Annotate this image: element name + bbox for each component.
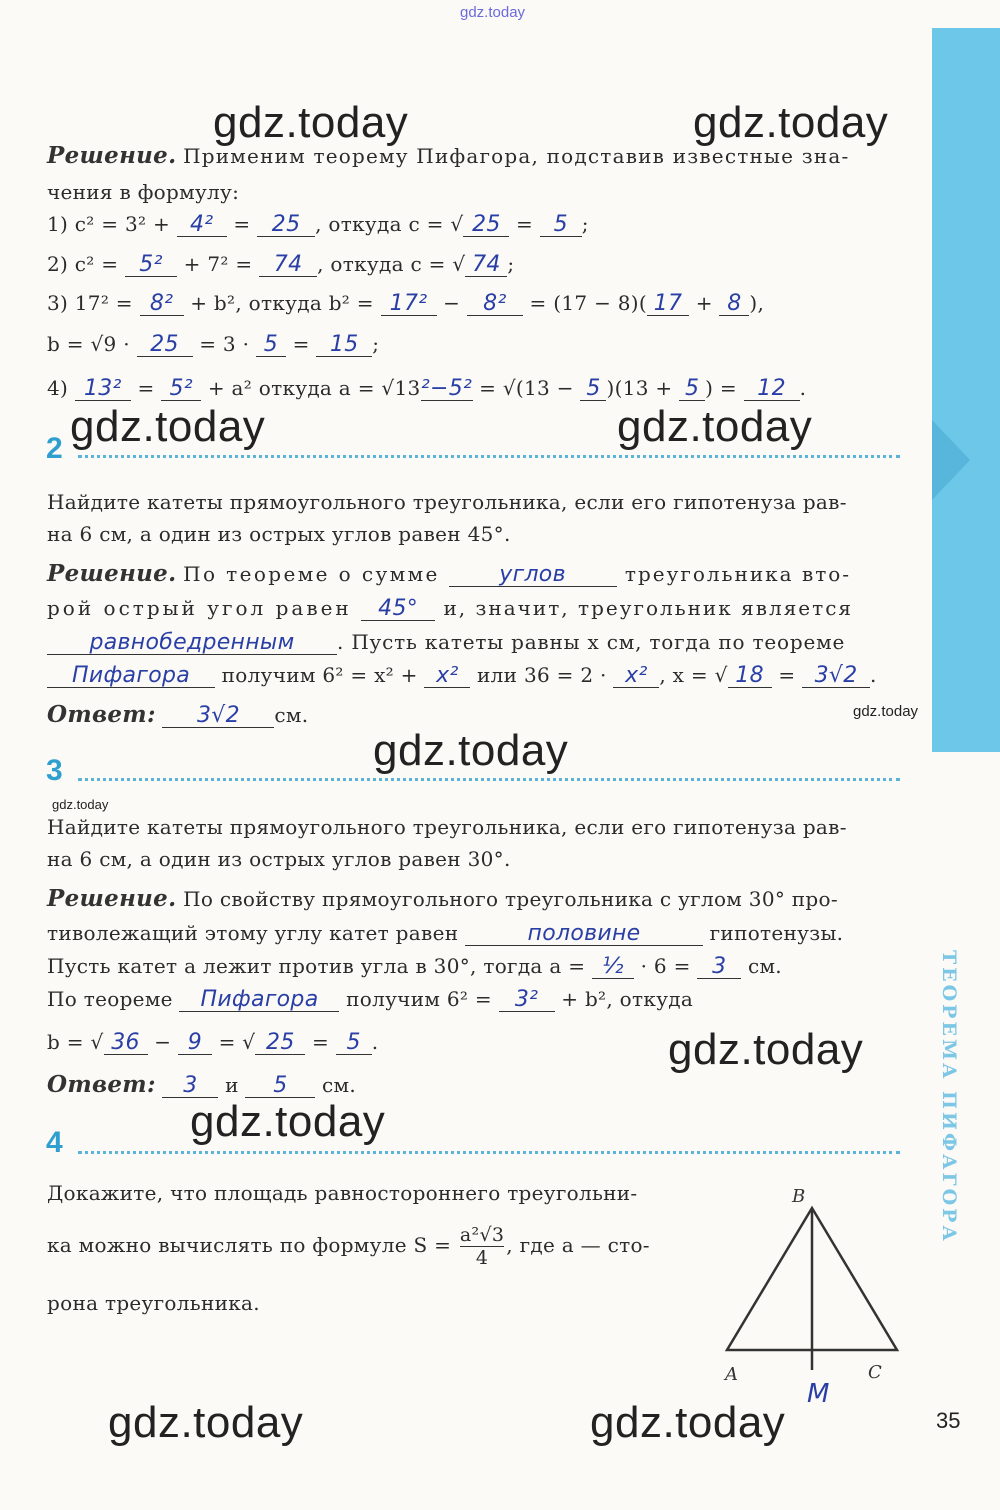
- text: = √(13 −: [472, 376, 581, 400]
- answer-blank: углов: [449, 564, 617, 587]
- page-number: 35: [936, 1408, 961, 1433]
- task3-condition-cont: [47, 847, 511, 871]
- text: ;: [581, 212, 589, 236]
- text: , откуда c = √: [315, 212, 464, 236]
- watermark-small: gdz.today: [52, 797, 109, 812]
- text: Найдите катеты прямоугольного треугольника, если его гипотенуза рав-: [47, 490, 847, 514]
- task1-line2: [47, 252, 514, 277]
- answer-blank: 3√2: [802, 665, 870, 688]
- text: + b², откуда b² =: [183, 291, 381, 315]
- answer-blank: 36: [104, 1032, 148, 1055]
- text: = (17 − 8)(: [522, 291, 648, 315]
- answer-blank: 25: [137, 334, 193, 357]
- area-formula: [460, 1224, 504, 1269]
- text: и, значит, треугольник является: [435, 596, 854, 620]
- watermark: gdz.today: [213, 98, 409, 147]
- text: 4): [47, 376, 75, 400]
- task1-line4: [47, 332, 379, 357]
- watermark-small: gdz.today: [853, 703, 919, 720]
- task4-text-3: [47, 1291, 260, 1315]
- text: 2) c² =: [47, 252, 125, 276]
- text: =: [285, 332, 317, 356]
- answer-blank: 3: [162, 1075, 218, 1098]
- answer-blank: 5: [245, 1075, 315, 1098]
- text: + a² откуда a = √13: [201, 376, 421, 400]
- task-number: 4: [46, 1126, 63, 1159]
- text: −: [147, 1030, 178, 1054]
- text: рона треугольника.: [47, 1291, 260, 1315]
- text: гипотенузы.: [703, 921, 844, 945]
- answer-blank: x²: [613, 665, 659, 688]
- section-divider: [78, 455, 900, 458]
- task3-sol-4: [47, 987, 693, 1012]
- text: ),: [749, 291, 765, 315]
- task3-sol-3: [47, 954, 782, 979]
- text: ;: [507, 252, 515, 276]
- text: b = √: [47, 1030, 104, 1054]
- solution-label: Решение.: [47, 560, 177, 587]
- text: Докажите, что площадь равностороннего треугольни-: [47, 1181, 638, 1205]
- text: =: [130, 376, 162, 400]
- answer-blank: 17: [647, 293, 689, 316]
- answer-blank: 8²: [140, 293, 184, 316]
- text: По теореме: [47, 987, 180, 1011]
- task3-answer: [47, 1071, 356, 1098]
- answer-blank: 4²: [177, 214, 227, 237]
- task1-intro-cont: [47, 180, 239, 204]
- text: . Пусть катеты равны x см, тогда по теореме: [337, 630, 846, 654]
- answer-blank: 45°: [361, 598, 435, 621]
- text: рой острый угол равен: [47, 596, 362, 620]
- triangle-figure: [710, 1180, 920, 1410]
- watermark: gdz.today: [668, 1025, 864, 1074]
- text: , где a — сто-: [506, 1233, 650, 1257]
- text: Пусть катет a лежит против угла в 30°, тогда a =: [47, 954, 592, 978]
- answer-blank: 5: [580, 378, 606, 401]
- text: на 6 см, а один из острых углов равен 45°.: [47, 522, 511, 546]
- text: По теореме о сумме: [183, 562, 449, 586]
- answer-blank: 5: [679, 378, 705, 401]
- task2-sol-4: [47, 663, 877, 688]
- answer-blank: 13²: [75, 378, 131, 401]
- watermark: gdz.today: [108, 1398, 304, 1447]
- watermark-top: gdz.today: [460, 4, 526, 21]
- text: .: [870, 663, 877, 687]
- task2-sol-2: [47, 596, 853, 621]
- task-number: 2: [46, 432, 63, 465]
- text: см.: [315, 1073, 357, 1097]
- text: =: [226, 212, 258, 236]
- text: = √: [211, 1030, 256, 1054]
- text: =: [509, 212, 540, 236]
- point-label-m: M: [807, 1379, 830, 1409]
- formula-denominator: 4: [475, 1247, 489, 1269]
- watermark: gdz.today: [693, 98, 889, 147]
- answer-blank: 3: [697, 956, 741, 979]
- answer-blank: 17²: [381, 293, 437, 316]
- section-divider: [78, 778, 900, 781]
- text: получим 6² = x² +: [215, 663, 425, 687]
- answer-blank: 8²: [467, 293, 523, 316]
- text: , x = √: [659, 663, 728, 687]
- answer-blank: 3²: [499, 989, 555, 1012]
- sidebar-arrow: [932, 420, 970, 500]
- chapter-title: ТЕОРЕМА ПИФАГОРА: [938, 950, 960, 1244]
- task3-condition: [47, 815, 847, 839]
- task1-line5: [47, 376, 806, 401]
- text: см.: [274, 703, 309, 727]
- task3-sol-2: [47, 921, 843, 946]
- section-divider: [78, 1151, 900, 1154]
- answer-blank: 25: [463, 214, 509, 237]
- text: )(13 +: [606, 376, 680, 400]
- text: Найдите катеты прямоугольного треугольника, если его гипотенуза рав-: [47, 815, 847, 839]
- answer-blank: 74: [465, 254, 507, 277]
- answer-blank: 12: [744, 378, 800, 401]
- answer-blank: 5²: [125, 254, 177, 277]
- task3-sol-1: [47, 885, 838, 912]
- answer-blank: 25: [255, 1032, 305, 1055]
- text: .: [799, 376, 807, 400]
- answer-label: Ответ:: [47, 701, 156, 728]
- vertex-label-b: B: [792, 1186, 806, 1207]
- text: =: [305, 1030, 336, 1054]
- answer-blank: 3√2: [162, 705, 274, 728]
- vertex-label-a: A: [725, 1364, 738, 1385]
- text: =: [771, 663, 803, 687]
- chapter-sidebar: [932, 28, 1000, 752]
- text: на 6 см, а один из острых углов равен 30°.: [47, 847, 511, 871]
- vertex-label-c: C: [868, 1362, 882, 1383]
- task4-text-2: [47, 1224, 650, 1269]
- answer-blank: 9: [178, 1032, 212, 1055]
- answer-blank: 18: [728, 665, 772, 688]
- text: 3) 17² =: [47, 291, 140, 315]
- task2-condition-cont: [47, 522, 511, 546]
- answer-blank: 5²: [161, 378, 201, 401]
- task-number: 3: [46, 754, 63, 787]
- text: b = √9 ·: [47, 332, 137, 356]
- answer-blank: 25: [257, 214, 315, 237]
- answer-blank: ²−5²: [420, 376, 473, 401]
- text: получим 6² =: [339, 987, 499, 1011]
- text: чения в формулу:: [47, 180, 240, 204]
- answer-blank: 8: [719, 293, 749, 316]
- text: треугольника вто-: [616, 562, 852, 586]
- text: , откуда c = √: [317, 252, 466, 276]
- text: ка можно вычислять по формуле S =: [47, 1233, 458, 1257]
- text: 1) c² = 3² +: [47, 212, 177, 236]
- answer-blank: x²: [424, 665, 470, 688]
- text: +: [689, 291, 720, 315]
- solution-label: Решение.: [47, 885, 177, 912]
- answer-blank: 5: [540, 214, 582, 237]
- text: · 6 =: [633, 954, 698, 978]
- watermark: gdz.today: [373, 726, 569, 775]
- text: или 36 = 2 ·: [470, 663, 614, 687]
- task1-line1: [47, 212, 589, 237]
- answer-blank: 5: [336, 1032, 372, 1055]
- watermark: gdz.today: [617, 402, 813, 451]
- text: ;: [372, 332, 380, 356]
- text: и: [218, 1073, 246, 1097]
- answer-blank: 74: [259, 254, 317, 277]
- text: ) =: [705, 376, 744, 400]
- task4-text-1: [47, 1181, 638, 1205]
- answer-blank: Пифагора: [47, 665, 215, 688]
- answer-blank: ½: [592, 956, 634, 979]
- task1-line3: [47, 291, 764, 316]
- answer-blank: 15: [316, 334, 372, 357]
- task1-intro: [47, 142, 849, 169]
- task3-sol-5: [47, 1030, 378, 1055]
- answer-label: Ответ:: [47, 1071, 156, 1098]
- text: = 3 ·: [192, 332, 256, 356]
- answer-blank: Пифагора: [179, 989, 339, 1012]
- text: тиволежащий этому углу катет равен: [47, 921, 465, 945]
- watermark: gdz.today: [190, 1097, 386, 1146]
- task2-condition: [47, 490, 847, 514]
- text: .: [371, 1030, 379, 1054]
- task2-sol-1: [47, 560, 851, 587]
- task2-sol-3: [47, 630, 845, 655]
- text: см.: [741, 954, 782, 978]
- task2-answer: [47, 701, 308, 728]
- text: По свойству прямоугольного треугольника с углом 30° про-: [183, 887, 838, 911]
- text: −: [436, 291, 467, 315]
- text: Применим теорему Пифагора, подставив известные зна-: [183, 144, 850, 168]
- answer-blank: половине: [465, 923, 703, 946]
- answer-blank: равнобедренным: [47, 632, 337, 655]
- watermark: gdz.today: [590, 1398, 786, 1447]
- answer-blank: 5: [256, 334, 286, 357]
- text: + b², откуда: [554, 987, 694, 1011]
- text: + 7² =: [176, 252, 260, 276]
- solution-label: Решение.: [47, 142, 177, 169]
- formula-numerator: a²√3: [459, 1224, 505, 1246]
- watermark: gdz.today: [70, 402, 266, 451]
